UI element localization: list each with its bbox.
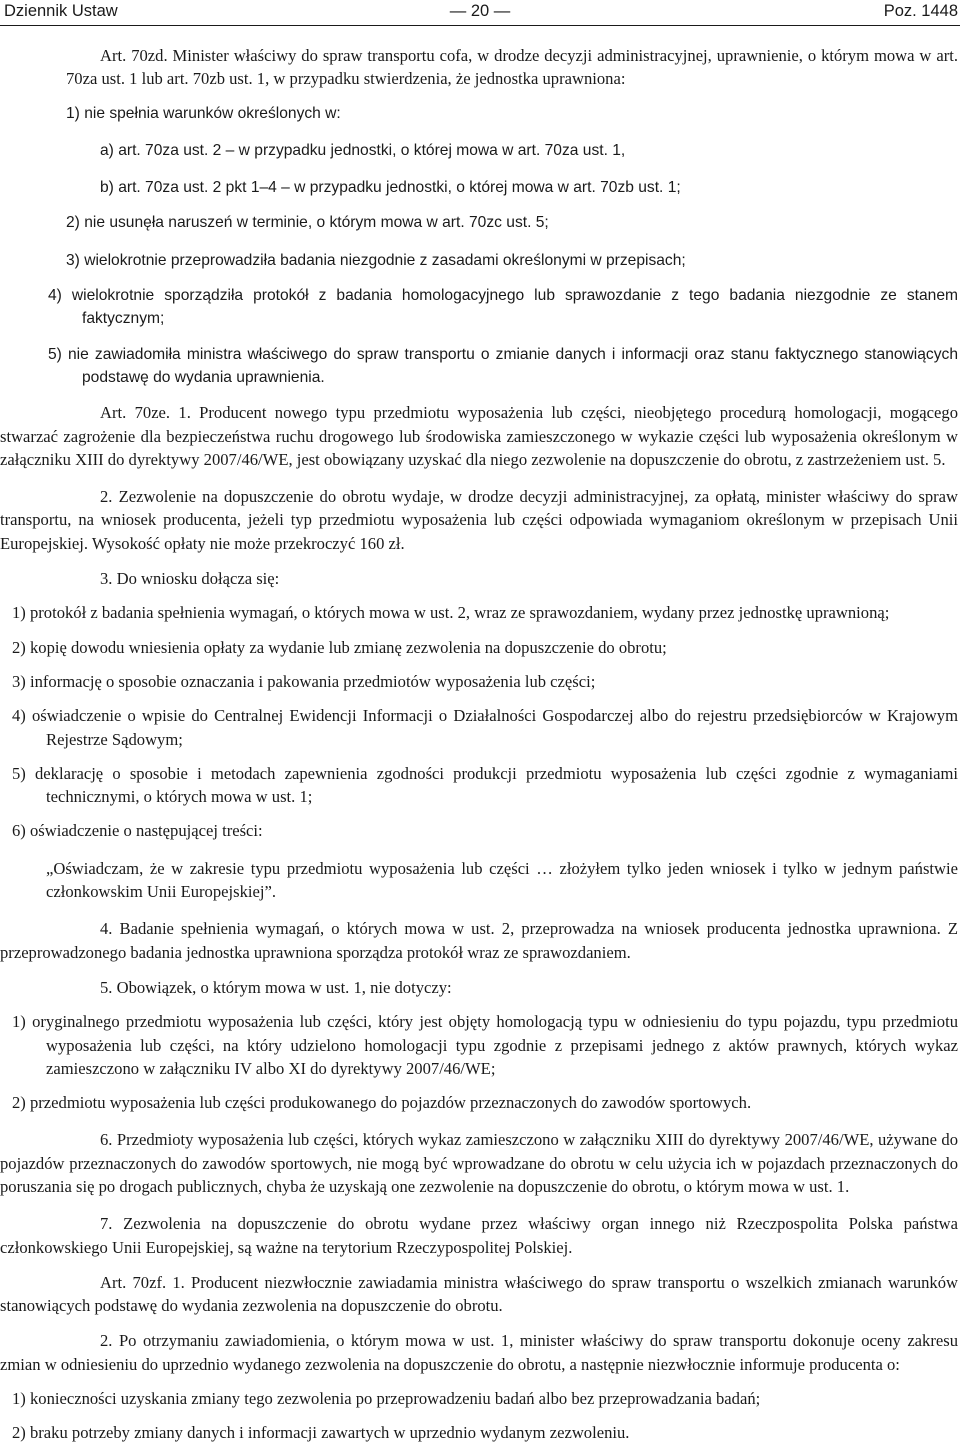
article-70zd: Art. 70zd. Minister właściwy do spraw transportu cofa, w drodze decyzji administracyjnej, uprawnienie, o którym mowa w art. 70za ust. 1 lub art. 70zb ust. 1, w przypadku stwierdzenia, że jednostka uprawniona: bbox=[66, 46, 958, 89]
list-item: 3) wielokrotnie przeprowadziła badania niezgodnie z zasadami określonymi w przepisach; bbox=[66, 251, 686, 269]
article-70ze-1: Art. 70ze. 1. Producent nowego typu przedmiotu wyposażenia lub części, nieobjętego procedurą homologacji, mogącego stwarzać zagrożenie dla bezpieczeństwa ruchu drogowego lub środowiska zamieszczonego w wykazie części lub wyposażenia określonym w załączniku XIII do dyrektywy 2007/46/WE, jest obowiązany uzyskać dla niego zezwolenie na dopuszczenie do obrotu, z zastrzeżeniem ust. 5. bbox=[0, 403, 958, 469]
list-item: 2) braku potrzeby zmiany danych i informacji zawartych w uprzednio wydanym zezwoleniu. bbox=[12, 1423, 630, 1443]
list-item: 1) konieczności uzyskania zmiany tego zezwolenia po przeprowadzeniu badań albo bez przeprowadzania badań; bbox=[12, 1389, 761, 1409]
article-70zf-2: 2. Po otrzymaniu zawiadomienia, o którym mowa w ust. 1, minister właściwy do spraw transportu dokonuje oceny zakresu zmian w odniesieniu do uprzednio wydanego zezwolenia na dopuszczenie do obrotu, a następnie niezwłocznie informuje producenta o: bbox=[0, 1331, 958, 1374]
page-header bbox=[0, 0, 960, 26]
list-item: 1) nie spełnia warunków określonych w: bbox=[66, 104, 341, 122]
article-70ze-5: 5. Obowiązek, o którym mowa w ust. 1, nie dotyczy: bbox=[100, 977, 452, 997]
list-item: a) art. 70za ust. 2 – w przypadku jednostki, o której mowa w art. 70za ust. 1, bbox=[100, 141, 626, 159]
article-70ze-6: 6. Przedmioty wyposażenia lub części, których wykaz zamieszczono w załączniku XIII do dyrektywy 2007/46/WE, używane do pojazdów przeznaczonych do zawodów sportowych, nie mogą być wprowadzane do obrotu w celu użycia ich w pojazdach przeznaczonych do poruszania się po drogach publicznych, chyba że uzyskają one zezwolenie na dopuszczenie do obrotu, o którym mowa w ust. 1. bbox=[0, 1130, 958, 1196]
list-item: b) art. 70za ust. 2 pkt 1–4 – w przypadku jednostki, o której mowa w art. 70zb ust. 1; bbox=[100, 179, 681, 197]
page-number: — 20 — bbox=[449, 2, 511, 20]
list-item: 5) nie zawiadomiła ministra właściwego do spraw transportu o zmianie danych i informacji oraz stanu faktycznego stanowiących podstawę do wydania uprawnienia. bbox=[48, 345, 958, 386]
position-number: Poz. 1448 bbox=[883, 2, 958, 20]
declaration-quote: „Oświadczam, że w zakresie typu przedmiotu wyposażenia lub części … złożyłem tylko jeden wniosek i tylko w jednym państwie członkowskim Unii Europejskiej”. bbox=[46, 858, 958, 902]
article-70ze-4: 4. Badanie spełnienia wymagań, o których mowa w ust. 2, przeprowadza na wniosek producenta jednostka uprawniona. Z przeprowadzonego badania jednostka uprawniona sporządza protokół wraz ze sprawozdaniem. bbox=[0, 919, 958, 962]
article-70zf-1: Art. 70zf. 1. Producent niezwłocznie zawiadamia ministra właściwego do spraw transportu o wszelkich zmianach warunków stanowiących podstawę do wydania zezwolenia na dopuszczenie do obrotu. bbox=[0, 1272, 958, 1316]
article-70ze-7: 7. Zezwolenia na dopuszczenie do obrotu wydane przez właściwy organ innego niż Rzeczpospolita Polska państwa członkowskiego Unii Europejskiej, są ważne na terytorium Rzeczypospolitej Polskiej. bbox=[0, 1214, 958, 1257]
list-item: 5) deklarację o sposobie i metodach zapewnienia zgodności produkcji przedmiotu wyposażenia lub części zgodnie z wymaganiami technicznymi, o których mowa w ust. 1; bbox=[12, 763, 958, 807]
list-item: 1) protokół z badania spełnienia wymagań, o których mowa w ust. 2, wraz ze sprawozdaniem, wydany przez jednostkę uprawnioną; bbox=[12, 603, 890, 623]
journal-title: Dziennik Ustaw bbox=[4, 2, 118, 20]
article-70ze-2: 2. Zezwolenie na dopuszczenie do obrotu wydaje, w drodze decyzji administracyjnej, za opłatą, minister właściwy do spraw transportu, na wniosek producenta, jeżeli typ przedmiotu wyposażenia lub części odpowiada wymaganiom określonym w przepisach Unii Europejskiej. Wysokość opłaty nie może przekroczyć 160 zł. bbox=[0, 487, 958, 553]
list-item: 4) wielokrotnie sporządziła protokół z badania homologacyjnego lub sprawozdanie z tego badania niezgodnie ze stanem faktycznym; bbox=[48, 287, 958, 328]
list-item: 2) kopię dowodu wniesienia opłaty za wydanie lub zmianę zezwolenia na dopuszczenie do obrotu; bbox=[12, 637, 667, 657]
list-item: 3) informację o sposobie oznaczania i pakowania przedmiotów wyposażenia lub części; bbox=[12, 671, 596, 691]
list-item: 6) oświadczenie o następującej treści: bbox=[12, 821, 263, 841]
list-item: 1) oryginalnego przedmiotu wyposażenia lub części, który jest objęty homologacją typu w odniesieniu do typu pojazdu, typu przedmiotu wyposażenia lub części, na który udzielono homologacji typu zgodnie z przepisami jednego z aktów prawnych, których wykaz zamieszczono w załączniku IV albo XI do dyrektywy 2007/46/WE; bbox=[12, 1012, 958, 1078]
article-70ze-3: 3. Do wniosku dołącza się: bbox=[100, 569, 280, 589]
list-item: 4) oświadczenie o wpisie do Centralnej Ewidencji Informacji o Działalności Gospodarczej albo do rejestru przedsiębiorców w Krajowym Rejestrze Sądowym; bbox=[12, 706, 958, 749]
list-item: 2) nie usunęła naruszeń w terminie, o którym mowa w art. 70zc ust. 5; bbox=[66, 214, 549, 232]
list-item: 2) przedmiotu wyposażenia lub części produkowanego do pojazdów przeznaczonych do zawodów sportowych. bbox=[12, 1093, 752, 1113]
document-body bbox=[0, 44, 958, 1445]
